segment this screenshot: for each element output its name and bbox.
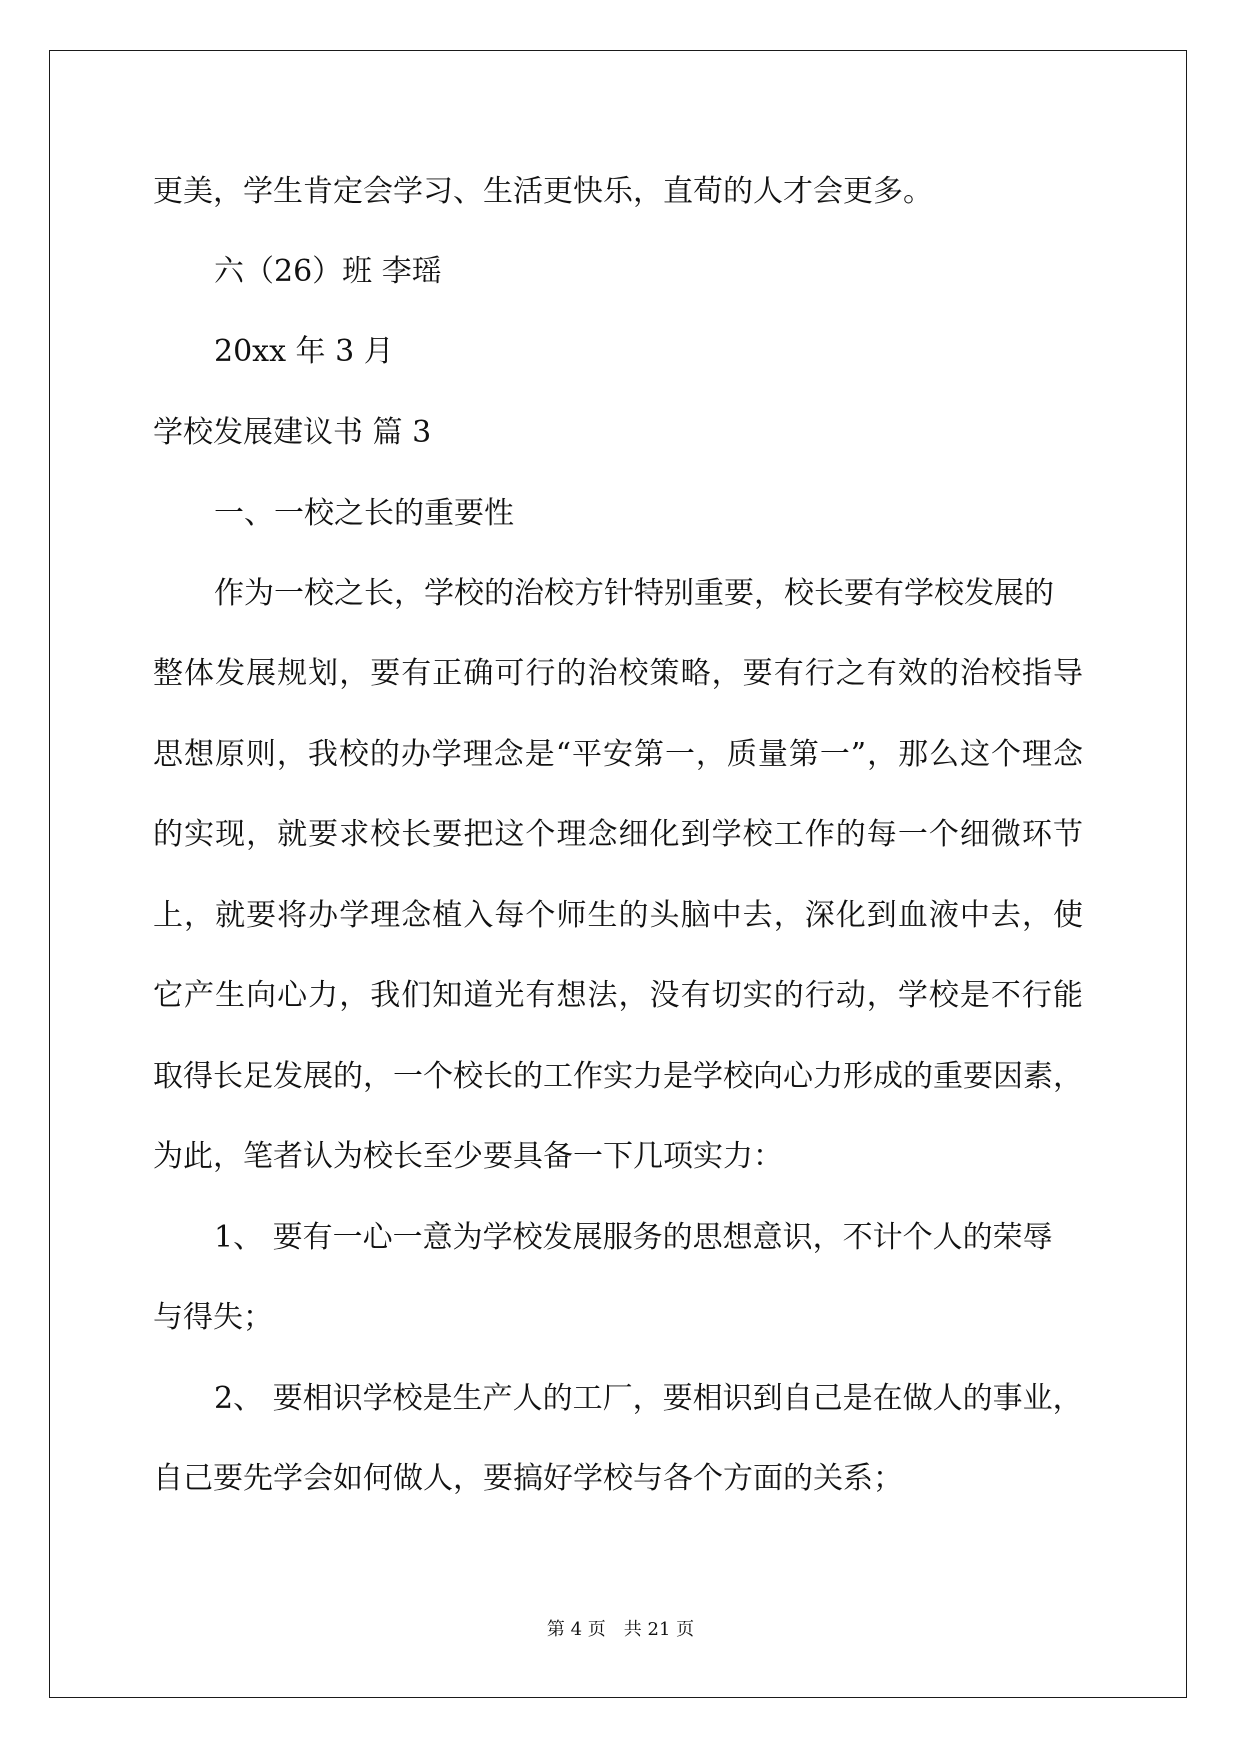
list-item-1: 1、 要有一心一意为学校发展服务的思想意识，不计个人的荣辱 bbox=[214, 1220, 1053, 1255]
paragraph-line: 取得长足发展的，一个校长的工作实力是学校向心力形成的重要因素， bbox=[153, 1059, 1083, 1094]
list-item-2: 2、 要相识学校是生产人的工厂，要相识到自己是在做人的事业， bbox=[214, 1381, 1083, 1416]
heading-importance: 一、一校之长的重要性 bbox=[214, 496, 514, 531]
date-line: 20xx 年 3 月 bbox=[214, 334, 394, 369]
list-item-2-continued: 自己要先学会如何做人，要搞好学校与各个方面的关系； bbox=[153, 1461, 903, 1496]
section-title: 学校发展建议书 篇 3 bbox=[153, 415, 432, 450]
paragraph-line: 上，就要将办学理念植入每个师生的头脑中去，深化到血液中去，使 bbox=[153, 898, 1083, 933]
paragraph-line: 作为一校之长，学校的治校方针特别重要，校长要有学校发展的 bbox=[214, 576, 1054, 611]
class-signature: 六（26）班 李瑶 bbox=[214, 254, 442, 289]
paragraph-line: 它产生向心力，我们知道光有想法，没有切实的行动，学校是不行能 bbox=[153, 978, 1083, 1013]
page-footer: 第 4 页 共 21 页 bbox=[546, 1619, 695, 1640]
paragraph-line: 为此，笔者认为校长至少要具备一下几项实力： bbox=[153, 1139, 783, 1174]
page-border bbox=[49, 50, 1187, 1698]
paragraph-line: 思想原则，我校的办学理念是“平安第一，质量第一”，那么这个理念 bbox=[153, 737, 1083, 772]
text-line: 更美，学生肯定会学习、生活更快乐，直荀的人才会更多。 bbox=[153, 174, 933, 209]
paragraph-line: 整体发展规划，要有正确可行的治校策略，要有行之有效的治校指导 bbox=[153, 656, 1083, 691]
list-item-1-continued: 与得失； bbox=[153, 1300, 273, 1335]
paragraph-line: 的实现，就要求校长要把这个理念细化到学校工作的每一个细微环节 bbox=[153, 817, 1083, 852]
